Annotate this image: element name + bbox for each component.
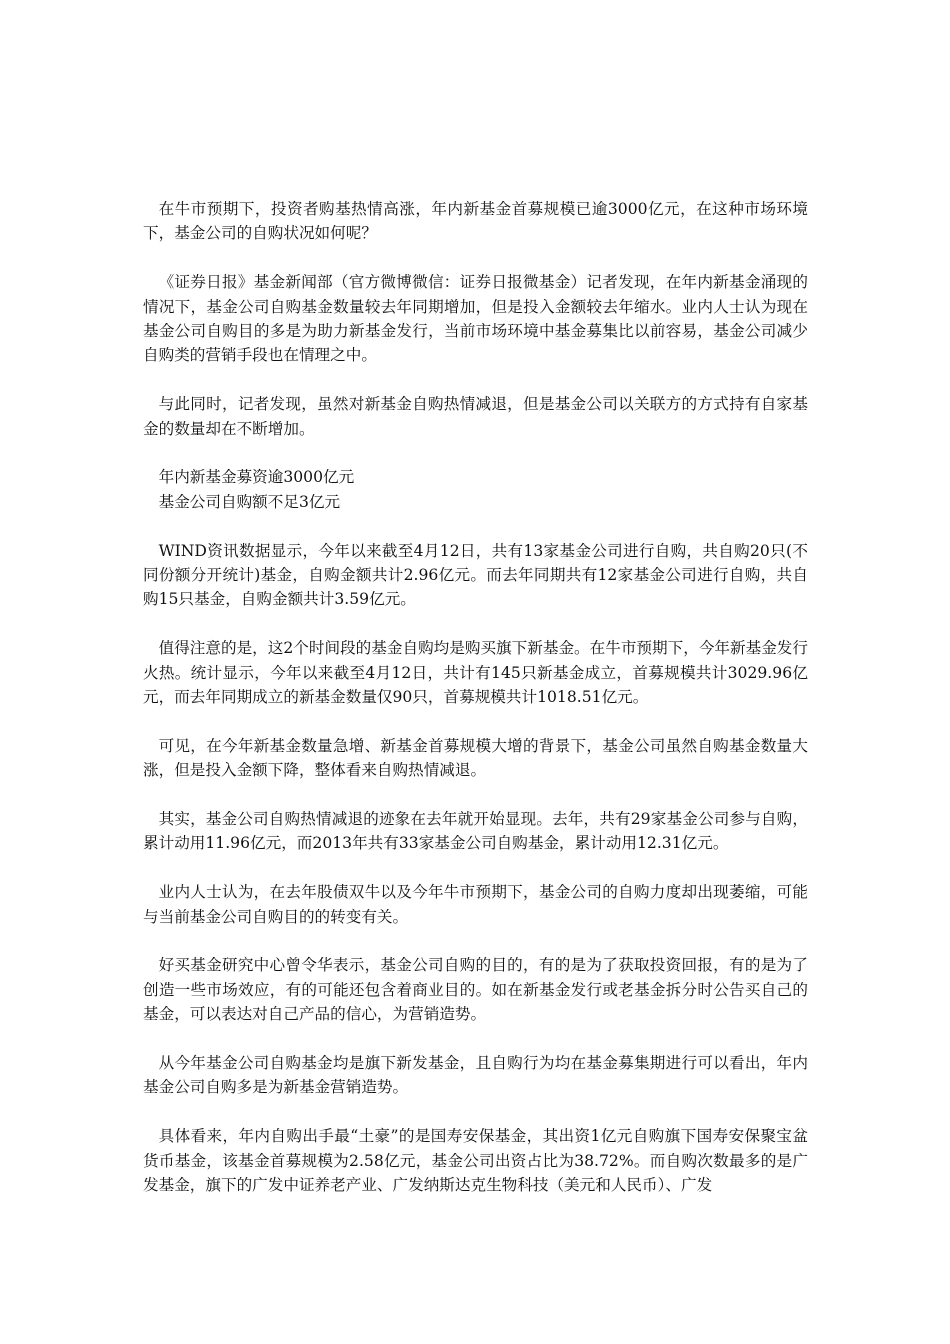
subheading-self-purchase-amount: 基金公司自购额不足3亿元 — [158, 492, 341, 511]
paragraph-marketing-purpose: 从今年基金公司自购基金均是旗下新发基金，且自购行为均在基金募集期进行可以看出，年内基金公司自购多是为新基金营销造势。 — [143, 1054, 808, 1097]
paragraph-industry-view: 业内人士认为，在去年股债双牛以及今年牛市预期下，基金公司的自购力度却出现萎缩，可能与当前基金公司自购目的的转变有关。 — [143, 883, 808, 926]
paragraph-details: 具体看来，年内自购出手最“土豪”的是国寿安保基金，其出资1亿元自购旗下国寿安保聚宝盆货币基金，该基金首募规模为2.58亿元，基金公司出资占比为38.72%。而自购次数最多的是广发基金，旗下的广发中证养老产业、广发纳斯达克生物科技（美元和人民币）、广发 — [143, 1127, 808, 1195]
article-body — [143, 197, 808, 1222]
paragraph-wind-data: WIND资讯数据显示，今年以来截至4月12日，共有13家基金公司进行自购，共自购20只(不同份额分开统计)基金，自购金额共计2.96亿元。而去年同期共有12家基金公司进行自购，共自购15只基金，自购金额共计3.59亿元。 — [143, 541, 808, 609]
paragraph-related-party: 与此同时，记者发现，虽然对新基金自购热情减退，但是基金公司以关联方的方式持有自家基金的数量却在不断增加。 — [143, 395, 808, 438]
paragraph-conclusion: 可见，在今年新基金数量急增、新基金首募规模大增的背景下，基金公司虽然自购基金数量大涨，但是投入金额下降，整体看来自购热情减退。 — [143, 736, 808, 780]
paragraph-reporter-finding: 《证券日报》基金新闻部（官方微博微信：证券日报微基金）记者发现，在年内新基金涌现的情况下，基金公司自购基金数量较去年同期增加，但是投入金额较去年缩水。业内人士认为现在基金公司自购目的多是为助力新基金发行，当前市场环境中基金募集比以前容易，基金公司减少自购类的营销手段也在情理之中。 — [143, 273, 808, 365]
paragraph-new-fund-stats: 值得注意的是，这2个时间段的基金自购均是购买旗下新基金。在牛市预期下，今年新基金发行火热。统计显示，今年以来截至4月12日，共计有145只新基金成立，首募规模共计3029.96亿元，而去年同期成立的新基金数量仅90只，首募规模共计1018.51亿元。 — [143, 639, 808, 707]
paragraph-howbuy-quote: 好买基金研究中心曾令华表示，基金公司自购的目的，有的是为了获取投资回报，有的是为了创造一些市场效应，有的可能还包含着商业目的。如在新基金发行或老基金拆分时公告买自己的基金，可以表达对自己产品的信心，为营销造势。 — [143, 956, 808, 1024]
paragraph-last-year: 其实，基金公司自购热情减退的迹象在去年就开始显现。去年，共有29家基金公司参与自购，累计动用11.96亿元，而2013年共有33家基金公司自购基金，累计动用12.31亿元。 — [143, 810, 808, 853]
subheading-new-fund-raise: 年内新基金募资逾3000亿元 — [158, 468, 355, 487]
paragraph-intro: 在牛市预期下，投资者购基热情高涨，年内新基金首募规模已逾3000亿元，在这种市场环境下，基金公司的自购状况如何呢？ — [143, 200, 808, 243]
